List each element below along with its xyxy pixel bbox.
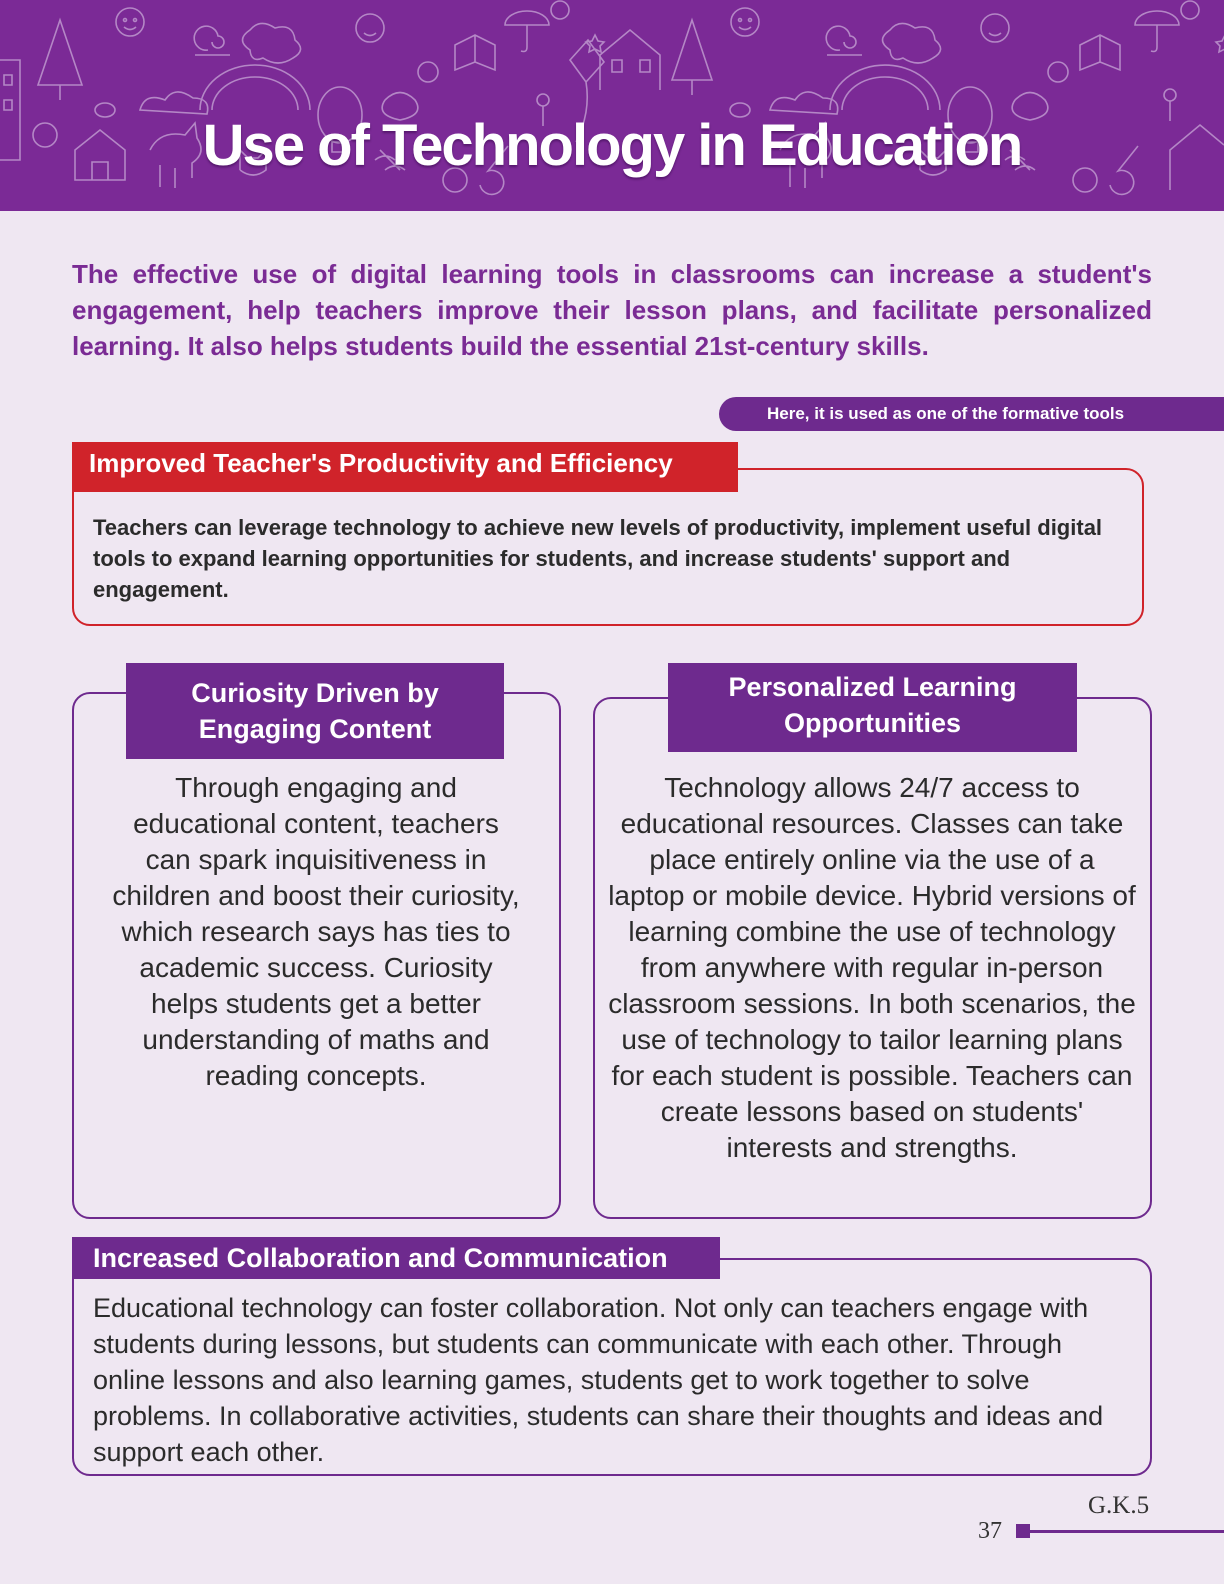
productivity-heading: Improved Teacher's Productivity and Efficiency [72,442,738,492]
curiosity-heading-line1: Curiosity Driven by [191,678,439,708]
intro-paragraph: The effective use of digital learning tools in classrooms can increase a student's engagement, help teachers improve their lesson plans, and facilitate personalized learning. It also helps students build the essential 21st-century skills. [72,259,1152,361]
productivity-body: Teachers can leverage technology to achieve new levels of productivity, implement useful digital tools to expand learning opportunities for students, and increase students' support and engagement. [93,515,1103,602]
collaboration-heading: Increased Collaboration and Communication [72,1237,720,1279]
personalized-heading [668,663,1077,752]
doodle-pattern [0,0,1224,211]
personalized-heading-line1: Personalized Learning [728,672,1017,702]
curiosity-heading-line2: Engaging Content [198,714,432,744]
curiosity-body: Through engaging and educational content, teachers can spark inquisitiveness in children and boost their curiosity, which research says has ties to academic success. Curiosity helps students get a better understanding of maths and reading concepts. [112,772,520,1091]
personalized-body: Technology allows 24/7 access to educational resources. Classes can take place entirely online via the use of a laptop or mobile device. Hybrid versions of learning combine the use of technology from anywhere with regular in-person classroom sessions. In both scenarios, the use of technology to tailor learning plans for each student is possible. Teachers can create lessons based on students' interests and strengths. [608,772,1136,1163]
page-number: 37 [978,1518,1002,1544]
book-code: G.K.5 [1088,1492,1150,1519]
personalized-heading-line2: Opportunities [784,708,961,738]
footer-marker [1016,1524,1030,1538]
page-title: Use of Technology in Education [202,113,1022,178]
curiosity-heading [126,663,504,759]
formative-tool-note: Here, it is used as one of the formative tools [719,397,1224,431]
header-banner [0,0,1224,211]
collaboration-body: Educational technology can foster collaboration. Not only can teachers engage with students during lessons, but students can communicate with each other. Through online lessons and also learning games, students get to work together to solve problems. In collaborative activities, students can share their thoughts and ideas and support each other. [93,1293,1104,1467]
footer-rule [1030,1530,1224,1533]
